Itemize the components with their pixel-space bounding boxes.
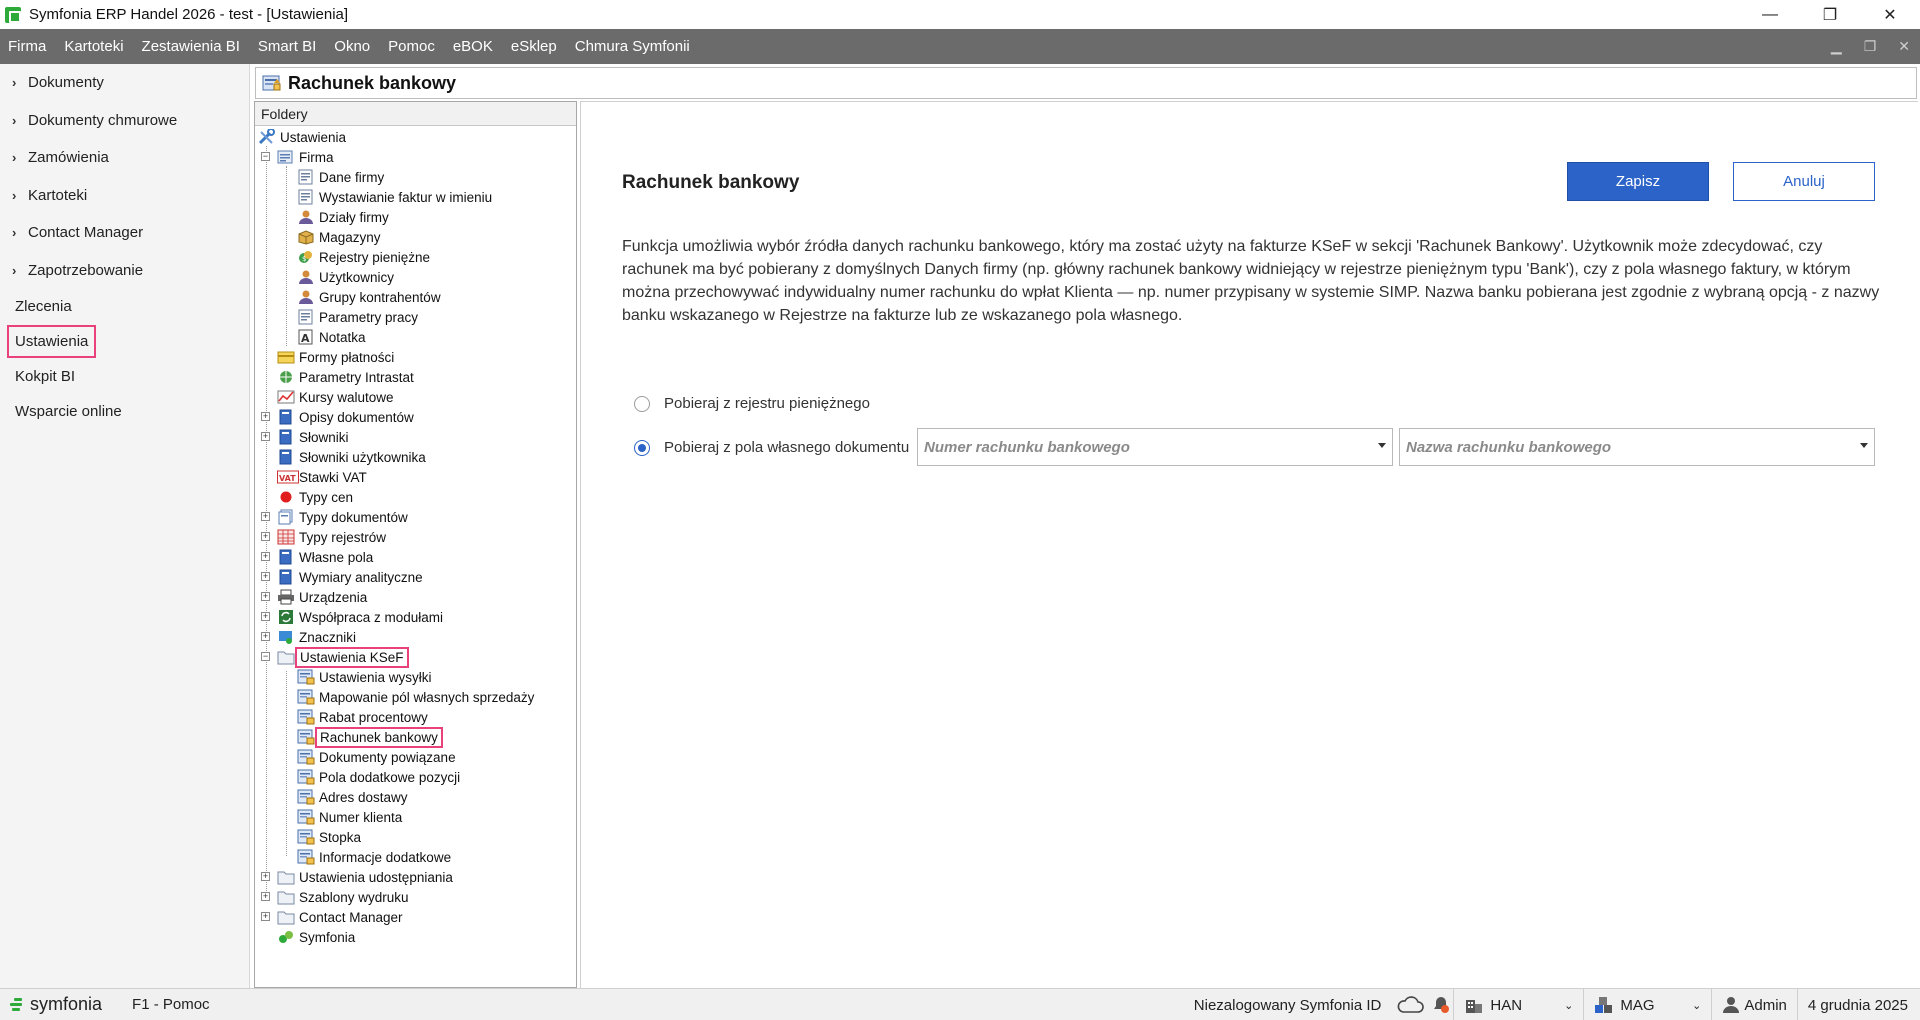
bank-icon [297,689,315,705]
tree-node-label: Numer klienta [319,809,403,825]
expand-icon[interactable]: + [262,891,269,901]
tree-ustawienia-udostepniania[interactable] [255,867,576,887]
chevron-right-icon: › [12,187,17,203]
folder-icon [277,909,295,925]
tree-stopka[interactable] [255,827,576,847]
expand-icon[interactable]: + [262,911,269,921]
tools-icon [258,129,276,145]
tree-node-label: Firma [299,149,334,165]
window-title: Symfonia ERP Handel 2026 - test - [Ustawienia] [29,6,349,23]
tree-typy-rejestrow[interactable] [255,527,576,547]
tree-rabat-procentowy[interactable] [255,707,576,727]
tree-pola-dodatkowe[interactable] [255,767,576,787]
bank-name-placeholder: Nazwa rachunku bankowego [1406,438,1612,456]
tree-notatka[interactable] [255,327,576,347]
cancel-button[interactable]: Anuluj [1733,162,1875,201]
content-title: Rachunek bankowy [622,172,800,193]
tree-node-label: Notatka [319,329,366,345]
folder-icon [277,869,295,885]
bank-icon [297,789,315,805]
expand-icon[interactable]: + [262,431,269,441]
nav-wsparcie-online[interactable]: Wsparcie online [15,403,122,420]
close-button[interactable]: ✕ [1883,6,1897,24]
tree-node-label: Adres dostawy [319,789,408,805]
app-icon [5,7,21,23]
building-icon [1464,996,1484,1014]
option-custom-field[interactable] [634,439,909,456]
panel-header [255,67,1917,99]
main-top-border [581,101,1918,102]
tree-node-label: Współpraca z modułami [299,609,444,625]
tree-dane-firmy[interactable] [255,167,576,187]
nav-contact-manager[interactable]: › Contact Manager [12,224,144,242]
tree-typy-cen[interactable] [255,487,576,507]
expand-icon[interactable]: + [262,591,269,601]
tree-slowniki-uzytkownika[interactable] [255,447,576,467]
tree-typy-dokumentow[interactable] [255,507,576,527]
login-status[interactable]: Niezalogowany Symfonia ID [1193,996,1382,1014]
people-icon [297,269,315,285]
account-number-placeholder: Numer rachunku bankowego [924,438,1130,456]
intrastat-icon [277,369,295,385]
chevron-down-icon [1378,443,1386,448]
tree-wystawianie-faktur[interactable] [255,187,576,207]
menu-esklep[interactable]: eSklep [510,38,557,55]
tree-node-label: Słowniki [299,429,349,445]
window-titlebar [0,0,1920,29]
nav-ustawienia[interactable]: Ustawienia [0,324,249,359]
tree-node-label: Stopka [319,829,362,845]
tree-node-label: Mapowanie pól własnych sprzedaży [319,689,535,705]
menu-okno[interactable]: Okno [334,38,371,55]
tree-node-label: Formy płatności [299,349,395,365]
mdi-close-icon[interactable]: ✕ [1898,38,1910,54]
tree-node-label: Typy dokumentów [299,509,408,525]
radio-register[interactable] [634,396,650,412]
tree-node-label: Wystawianie faktur w imieniu [319,189,493,205]
tree-formy-platnosci[interactable] [255,347,576,367]
tree-grupy-kontrahentow[interactable] [255,287,576,307]
company-select[interactable]: HAN ⌄ [1453,989,1583,1020]
tree-rachunek-bankowy[interactable] [255,727,576,747]
grid-icon [277,529,295,545]
reddot-icon [277,489,295,505]
tree-node-label: Słowniki użytkownika [299,449,426,465]
tree-node-label: Opisy dokumentów [299,409,414,425]
people-icon [297,289,315,305]
tree-node-label: Szablony wydruku [299,889,409,905]
help-hint[interactable]: F1 - Pomoc [132,996,210,1013]
mdi-restore-icon[interactable]: ❐ [1863,38,1877,54]
tree-node-label: Contact Manager [299,909,403,925]
tree-urzadzenia[interactable] [255,587,576,607]
form-icon [297,309,315,325]
tree-informacje-dodatkowe[interactable] [255,847,576,867]
money-icon [297,249,315,265]
form-icon [297,169,315,185]
tree-node-label: Własne pola [299,549,374,565]
radio-custom-field[interactable] [634,440,650,456]
bank-icon [297,829,315,845]
status-bar [0,988,1920,1020]
expand-icon[interactable]: + [262,511,269,521]
window-controls [1740,0,1920,29]
folder-icon [277,889,295,905]
bank-icon [297,669,315,685]
tree-node-label: Działy firmy [319,209,389,225]
menu-chmura-symfonii[interactable]: Chmura Symfonii [574,38,690,55]
symfonia-logo: symfonia [10,994,102,1015]
printer-icon [277,589,295,605]
collapse-icon[interactable]: − [262,151,269,161]
docs-icon [277,509,295,525]
panel-title: Rachunek bankowy [288,72,457,93]
tree-node-label: Pola dodatkowe pozycji [319,769,461,785]
account-number-select[interactable] [917,428,1393,466]
chevron-down-icon: ⌄ [1564,999,1574,1012]
bank-icon [297,809,315,825]
tree-slowniki[interactable] [255,427,576,447]
tree-parametry-intrastat[interactable] [255,367,576,387]
menu-smart-bi[interactable]: Smart BI [257,38,317,55]
svg-text:$: $ [302,255,307,263]
tree-contact-manager[interactable] [255,907,576,927]
menu-ebok[interactable]: eBOK [452,38,493,55]
tree-node-label: Użytkownicy [319,269,395,285]
tag-icon [277,629,295,645]
folder-doc-icon [277,149,295,165]
nav-zamowienia[interactable]: › Zamówienia [12,149,109,167]
tree-kursy-walutowe[interactable] [255,387,576,407]
bank-icon [297,729,315,745]
expand-icon[interactable]: + [262,871,269,881]
tree-node-label: Magazyny [319,229,381,245]
book-icon [277,569,295,585]
tree-node-label: Wymiary analityczne [299,569,423,585]
book-icon [277,549,295,565]
warehouse-icon [1594,996,1614,1014]
tree-rejestry[interactable] [255,247,576,267]
tree-wymiary-analityczne[interactable] [255,567,576,587]
book-icon [277,449,295,465]
vat-icon [277,469,295,485]
tree-node-label: Ustawienia wysyłki [319,669,432,685]
nav-zapotrzebowanie[interactable]: › Zapotrzebowanie [12,261,144,279]
chevron-right-icon: › [12,75,17,91]
box-icon [297,229,315,245]
tree-node-label: Typy cen [299,489,354,505]
tree-node-label: Grupy kontrahentów [319,289,441,305]
svg-text:VAT: VAT [279,474,296,483]
sync-icon [277,609,295,625]
restore-button[interactable]: ❐ [1822,6,1838,24]
option-custom-field-label: Pobieraj z pola własnego dokumentu [664,439,910,456]
tree-node-label: Symfonia [299,929,356,945]
tree-mapowanie-pol[interactable] [255,687,576,707]
bank-name-select[interactable] [1399,428,1875,466]
book-icon [277,409,295,425]
menu-firma[interactable]: Firma [8,38,47,55]
expand-icon[interactable]: + [262,611,269,621]
tree-uzytkownicy[interactable] [255,267,576,287]
tree-wlasne-pola[interactable] [255,547,576,567]
expand-icon[interactable]: + [262,631,269,641]
tree-node-label: Ustawienia udostępniania [299,869,453,885]
menu-kartoteki[interactable]: Kartoteki [64,38,124,55]
note-icon [297,329,315,345]
expand-icon[interactable]: + [262,571,269,581]
book-icon [277,429,295,445]
user-info[interactable]: Admin [1711,989,1797,1020]
folder-tree [255,126,576,947]
cloud-icon[interactable] [1391,989,1429,1020]
svg-text:A: A [301,332,310,345]
tree-symfonia[interactable] [255,927,576,947]
tree-stawki-vat[interactable] [255,467,576,487]
nav-kokpit-bi[interactable]: Kokpit BI [15,368,76,385]
tree-node-label: Ustawienia KSeF [295,647,409,668]
chart-icon [277,389,295,405]
tree-numer-klienta[interactable] [255,807,576,827]
tree-magazyny[interactable] [255,227,576,247]
chevron-right-icon: › [12,225,17,241]
expand-icon[interactable]: + [262,551,269,561]
mdi-minimize-icon[interactable]: ▁ [1830,38,1842,54]
bank-icon [297,749,315,765]
tree-wspolpraca[interactable] [255,607,576,627]
tree-node-label: Informacje dodatkowe [319,849,452,865]
folder-icon [277,649,295,665]
chevron-right-icon: › [12,112,17,128]
tree-szablony-wydruku[interactable] [255,887,576,907]
tree-node-label: Typy rejestrów [299,529,387,545]
menu-pomoc[interactable]: Pomoc [388,38,435,55]
notification-icon[interactable] [1429,989,1453,1020]
menu-bar [0,29,1920,64]
current-date: 4 grudnia 2025 [1797,989,1920,1020]
collapse-icon[interactable]: − [262,651,269,661]
left-navigation [0,64,250,988]
option-register[interactable] [634,395,870,412]
tree-node-label: Dokumenty powiązane [319,749,456,765]
expand-icon[interactable]: + [262,411,269,421]
folder-tree-header: Foldery [255,102,576,126]
option-register-label: Pobieraj z rejestru pieniężnego [664,395,870,412]
tree-node-label: Rejestry pieniężne [319,249,431,265]
tree-znaczniki[interactable] [255,627,576,647]
folder-tree-pane [254,101,577,988]
tree-firma[interactable] [255,147,576,167]
description-text: Funkcja umożliwia wybór źródła danych rachunku bankowego, który ma zostać użyty na fakturze KSeF w sekcji 'Rachunek Bankowy'. Użytkownik może zdecydować, czy rachunek ma być pobierany z domyślnych Danych firmy (np. główny rachunek bankowy widniejący w rejestrze pieniężnym typu 'Bank'), czy z pola własnego faktury, w którym można przechowywać indywidualny numer rachunku do wpłat Klienta — np. numer przypisany w systemie SIMP. Nazwa banku pobierana jest zgodnie z wybraną opcją - z nazwy banku wskazanego w Rejestrze na fakturze lub ze wskazanego pola własnego. [622,238,1880,324]
chevron-right-icon: › [12,150,17,166]
mdi-controls [1831,29,1910,64]
tree-node-label: Znaczniki [299,629,357,645]
payment-icon [277,349,295,365]
nav-dokumenty[interactable]: › Dokumenty [12,74,104,92]
user-icon [1722,996,1740,1014]
chevron-down-icon [1860,443,1868,448]
menu-zestawienia-bi[interactable]: Zestawienia BI [141,38,240,55]
tree-node-label: Parametry Intrastat [299,369,414,385]
bank-icon [297,849,315,865]
nav-zlecenia[interactable]: Zlecenia [15,298,72,315]
tree-ustawienia-ksef[interactable] [255,647,576,667]
tree-node-label: Stawki VAT [299,469,367,485]
bank-icon [297,769,315,785]
tree-opisy-dokumentow[interactable] [255,407,576,427]
warehouse-select[interactable]: MAG ⌄ [1583,989,1711,1020]
tree-root-ustawienia[interactable] [255,127,576,147]
tree-node-label: Ustawienia [280,129,347,145]
tree-dokumenty-powiazane[interactable] [255,747,576,767]
main-content [580,101,1918,988]
tree-dzialy-firmy[interactable] [255,207,576,227]
bank-account-icon [262,74,282,92]
tree-node-label: Kursy walutowe [299,389,394,405]
status-right [1184,989,1920,1020]
nav-dokumenty-chmurowe[interactable]: › Dokumenty chmurowe [12,111,178,129]
save-button[interactable]: Zapisz [1567,162,1709,201]
chevron-down-icon: ⌄ [1692,999,1702,1012]
form-icon [297,189,315,205]
tree-node-label: Urządzenia [299,589,368,605]
nav-kartoteki[interactable]: › Kartoteki [12,186,88,204]
tree-node-label: Rabat procentowy [319,709,428,725]
tree-node-label: Dane firmy [319,169,385,185]
expand-icon[interactable]: + [262,531,269,541]
chevron-right-icon: › [12,262,17,278]
tree-node-label: Parametry pracy [319,309,419,325]
tree-parametry-pracy[interactable] [255,307,576,327]
tree-node-label: Rachunek bankowy [315,727,443,748]
minimize-button[interactable]: — [1762,5,1778,23]
tree-adres-dostawy[interactable] [255,787,576,807]
people-icon [297,209,315,225]
symfonia-logo-icon [10,997,24,1013]
bank-icon [297,709,315,725]
symfonia-icon [277,929,295,945]
tree-ustawienia-wysylki[interactable] [255,667,576,687]
